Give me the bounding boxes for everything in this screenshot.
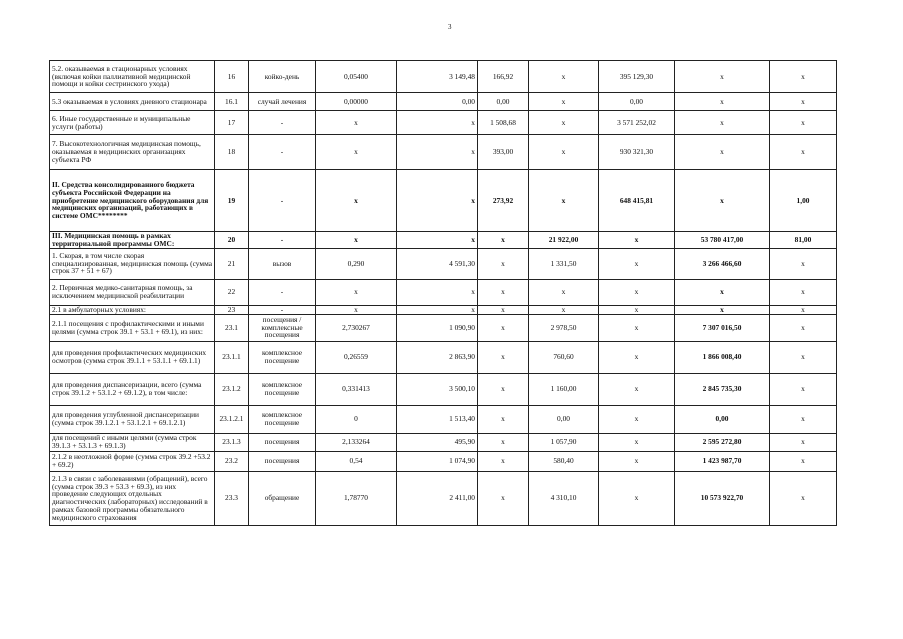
- row-label: 5.3 оказываемая в условиях дневного стационара: [50, 93, 215, 111]
- table-row: [50, 433, 837, 451]
- row-code: 21: [215, 248, 249, 279]
- share-cell: х: [770, 451, 837, 471]
- per-capita-oms-cell: х: [529, 170, 599, 232]
- normative-cell: х: [316, 111, 397, 135]
- cost-cell: 495,90: [397, 433, 478, 451]
- cost-cell: х: [397, 135, 478, 170]
- normative-cell: 1,78770: [316, 471, 397, 525]
- row-code: 23.3: [215, 471, 249, 525]
- row-label: для посещений с иными целями (сумма строк 39.1.3 + 53.1.3 + 69.1.3): [50, 433, 215, 451]
- table-row: [50, 93, 837, 111]
- normative-cell: х: [316, 279, 397, 305]
- table-row: [50, 232, 837, 249]
- normative-cell: 0,00000: [316, 93, 397, 111]
- unit-cell: обращение: [249, 471, 316, 525]
- per-capita-oms-cell: 4 310,10: [529, 471, 599, 525]
- share-cell: х: [770, 471, 837, 525]
- cost-oms-cell: 0,00: [675, 405, 770, 433]
- share-cell: х: [770, 248, 837, 279]
- per-capita-oms-cell: х: [529, 93, 599, 111]
- cost-oms-cell: х: [675, 93, 770, 111]
- table-row: [50, 373, 837, 405]
- cost-cell: 1 074,90: [397, 451, 478, 471]
- per-capita-oms-cell: х: [529, 305, 599, 314]
- per-capita-oms-cell: 760,60: [529, 341, 599, 373]
- table-row: [50, 305, 837, 314]
- share-cell: х: [770, 405, 837, 433]
- per-capita-oms-cell: 0,00: [529, 405, 599, 433]
- cost-budget-cell: х: [599, 232, 675, 249]
- table-row: [50, 341, 837, 373]
- cost-cell: 2 411,00: [397, 471, 478, 525]
- row-label: III. Медицинская помощь в рамках территориальной программы ОМС:: [50, 232, 215, 249]
- row-code: 22: [215, 279, 249, 305]
- per-capita-oms-cell: х: [529, 279, 599, 305]
- per-capita-budget-cell: 166,92: [478, 61, 529, 93]
- cost-budget-cell: х: [599, 471, 675, 525]
- table-row: [50, 61, 837, 93]
- normative-cell: 2,730267: [316, 314, 397, 341]
- unit-cell: комплексное посещение: [249, 373, 316, 405]
- cost-cell: х: [397, 111, 478, 135]
- per-capita-budget-cell: х: [478, 248, 529, 279]
- cost-budget-cell: 0,00: [599, 93, 675, 111]
- row-code: 16: [215, 61, 249, 93]
- per-capita-budget-cell: х: [478, 341, 529, 373]
- normative-cell: 0,26559: [316, 341, 397, 373]
- per-capita-oms-cell: х: [529, 135, 599, 170]
- table-row: [50, 170, 837, 232]
- cost-budget-cell: 648 415,81: [599, 170, 675, 232]
- share-cell: х: [770, 305, 837, 314]
- per-capita-budget-cell: х: [478, 471, 529, 525]
- share-cell: х: [770, 373, 837, 405]
- table-row: [50, 314, 837, 341]
- cost-budget-cell: 930 321,30: [599, 135, 675, 170]
- unit-cell: вызов: [249, 248, 316, 279]
- table-row: [50, 405, 837, 433]
- row-code: 23.1.2: [215, 373, 249, 405]
- unit-cell: -: [249, 305, 316, 314]
- cost-oms-cell: 3 266 466,60: [675, 248, 770, 279]
- cost-oms-cell: х: [675, 111, 770, 135]
- cost-budget-cell: х: [599, 373, 675, 405]
- cost-cell: 3 149,48: [397, 61, 478, 93]
- row-code: 19: [215, 170, 249, 232]
- cost-oms-cell: х: [675, 170, 770, 232]
- cost-cell: х: [397, 232, 478, 249]
- per-capita-budget-cell: х: [478, 405, 529, 433]
- normative-cell: 0,05400: [316, 61, 397, 93]
- cost-oms-cell: 2 845 735,30: [675, 373, 770, 405]
- per-capita-oms-cell: 21 922,00: [529, 232, 599, 249]
- row-code: 23.1: [215, 314, 249, 341]
- cost-budget-cell: 395 129,30: [599, 61, 675, 93]
- unit-cell: -: [249, 279, 316, 305]
- per-capita-budget-cell: 0,00: [478, 93, 529, 111]
- row-label: 2.1.3 в связи с заболеваниями (обращений), всего (сумма строк 39.3 + 53.3 + 69.3), из них проведение следующих отдельных диагностических (лабораторных) исследований в рамках базовой программы обязательного медицинского страхования: [50, 471, 215, 525]
- row-code: 23.1.2.1: [215, 405, 249, 433]
- share-cell: х: [770, 314, 837, 341]
- table-row: [50, 471, 837, 525]
- share-cell: х: [770, 433, 837, 451]
- row-label: для проведения диспансеризации, всего (сумма строк 39.1.2 + 53.1.2 + 69.1.2), в том числе:: [50, 373, 215, 405]
- unit-cell: -: [249, 111, 316, 135]
- cost-budget-cell: х: [599, 314, 675, 341]
- row-label: 7. Высокотехнологичная медицинская помощь, оказываемая в медицинских организациях субъекта РФ: [50, 135, 215, 170]
- unit-cell: посещения / комплексные посещения: [249, 314, 316, 341]
- row-code: 23.2: [215, 451, 249, 471]
- row-code: 23.1.3: [215, 433, 249, 451]
- row-code: 20: [215, 232, 249, 249]
- cost-cell: 0,00: [397, 93, 478, 111]
- budget-table: [49, 60, 837, 526]
- share-cell: х: [770, 93, 837, 111]
- normative-cell: 0,290: [316, 248, 397, 279]
- row-label: 5.2. оказываемая в стационарных условиях (включая койки паллиативной медицинской помощи и койки сестринского ухода): [50, 61, 215, 93]
- table-row: [50, 111, 837, 135]
- table-row: [50, 279, 837, 305]
- share-cell: 81,00: [770, 232, 837, 249]
- normative-cell: х: [316, 170, 397, 232]
- cost-oms-cell: 1 423 987,70: [675, 451, 770, 471]
- normative-cell: 0: [316, 405, 397, 433]
- per-capita-budget-cell: х: [478, 314, 529, 341]
- row-label: 2.1 в амбулаторных условиях:: [50, 305, 215, 314]
- page-number: 3: [448, 23, 452, 31]
- table-row: [50, 248, 837, 279]
- share-cell: х: [770, 61, 837, 93]
- per-capita-budget-cell: х: [478, 305, 529, 314]
- per-capita-budget-cell: 273,92: [478, 170, 529, 232]
- cost-oms-cell: х: [675, 61, 770, 93]
- cost-oms-cell: 7 307 016,50: [675, 314, 770, 341]
- row-label: II. Средства консолидированного бюджета субъекта Российской Федерации на приобретение медицинского оборудования для медицинских организаций, работающих в системе ОМС********: [50, 170, 215, 232]
- cost-budget-cell: х: [599, 248, 675, 279]
- per-capita-budget-cell: 393,00: [478, 135, 529, 170]
- normative-cell: х: [316, 305, 397, 314]
- cost-oms-cell: х: [675, 305, 770, 314]
- row-code: 17: [215, 111, 249, 135]
- row-label: 6. Иные государственные и муниципальные услуги (работы): [50, 111, 215, 135]
- row-code: 23: [215, 305, 249, 314]
- cost-oms-cell: 2 595 272,80: [675, 433, 770, 451]
- cost-budget-cell: х: [599, 341, 675, 373]
- cost-cell: х: [397, 279, 478, 305]
- row-label: 2.1.2 в неотложной форме (сумма строк 39.2 +53.2 + 69.2): [50, 451, 215, 471]
- table-row: [50, 451, 837, 471]
- row-label: для проведения профилактических медицинских осмотров (сумма строк 39.1.1 + 53.1.1 + 69.1.1): [50, 341, 215, 373]
- unit-cell: койко-день: [249, 61, 316, 93]
- normative-cell: х: [316, 232, 397, 249]
- unit-cell: посещения: [249, 451, 316, 471]
- cost-cell: 1 090,90: [397, 314, 478, 341]
- table-row: [50, 135, 837, 170]
- share-cell: х: [770, 111, 837, 135]
- normative-cell: х: [316, 135, 397, 170]
- per-capita-oms-cell: 1 331,50: [529, 248, 599, 279]
- row-label: 1. Скорая, в том числе скорая специализированная, медицинская помощь (сумма строк 37 + 51 + 67): [50, 248, 215, 279]
- cost-oms-cell: 53 780 417,00: [675, 232, 770, 249]
- unit-cell: -: [249, 135, 316, 170]
- cost-budget-cell: х: [599, 405, 675, 433]
- per-capita-budget-cell: х: [478, 451, 529, 471]
- cost-cell: 3 500,10: [397, 373, 478, 405]
- cost-cell: х: [397, 170, 478, 232]
- per-capita-budget-cell: х: [478, 373, 529, 405]
- row-label: 2. Первичная медико-санитарная помощь, за исключением медицинской реабилитации: [50, 279, 215, 305]
- per-capita-oms-cell: 2 978,50: [529, 314, 599, 341]
- cost-cell: х: [397, 305, 478, 314]
- cost-oms-cell: х: [675, 279, 770, 305]
- per-capita-budget-cell: х: [478, 232, 529, 249]
- unit-cell: комплексное посещение: [249, 341, 316, 373]
- unit-cell: посещения: [249, 433, 316, 451]
- row-label: 2.1.1 посещения с профилактическими и иными целями (сумма строк 39.1 + 53.1 + 69.1), из них:: [50, 314, 215, 341]
- normative-cell: 2,133264: [316, 433, 397, 451]
- cost-oms-cell: х: [675, 135, 770, 170]
- cost-cell: 4 591,30: [397, 248, 478, 279]
- per-capita-budget-cell: х: [478, 279, 529, 305]
- cost-cell: 1 513,40: [397, 405, 478, 433]
- per-capita-budget-cell: 1 508,68: [478, 111, 529, 135]
- cost-oms-cell: 1 866 008,40: [675, 341, 770, 373]
- cost-oms-cell: 10 573 922,70: [675, 471, 770, 525]
- cost-budget-cell: х: [599, 279, 675, 305]
- row-label: для проведения углубленной диспансеризации (сумма строк 39.1.2.1 + 53.1.2.1 + 69.1.2.1): [50, 405, 215, 433]
- row-code: 16.1: [215, 93, 249, 111]
- unit-cell: -: [249, 232, 316, 249]
- unit-cell: комплексное посещение: [249, 405, 316, 433]
- share-cell: х: [770, 135, 837, 170]
- per-capita-oms-cell: х: [529, 111, 599, 135]
- share-cell: 1,00: [770, 170, 837, 232]
- cost-budget-cell: х: [599, 451, 675, 471]
- unit-cell: -: [249, 170, 316, 232]
- share-cell: х: [770, 341, 837, 373]
- row-code: 23.1.1: [215, 341, 249, 373]
- per-capita-oms-cell: 580,40: [529, 451, 599, 471]
- cost-cell: 2 863,90: [397, 341, 478, 373]
- row-code: 18: [215, 135, 249, 170]
- normative-cell: 0,331413: [316, 373, 397, 405]
- cost-budget-cell: 3 571 252,02: [599, 111, 675, 135]
- per-capita-oms-cell: х: [529, 61, 599, 93]
- cost-budget-cell: х: [599, 433, 675, 451]
- share-cell: х: [770, 279, 837, 305]
- cost-budget-cell: х: [599, 305, 675, 314]
- per-capita-oms-cell: 1 160,00: [529, 373, 599, 405]
- per-capita-oms-cell: 1 057,90: [529, 433, 599, 451]
- unit-cell: случай лечения: [249, 93, 316, 111]
- normative-cell: 0,54: [316, 451, 397, 471]
- per-capita-budget-cell: х: [478, 433, 529, 451]
